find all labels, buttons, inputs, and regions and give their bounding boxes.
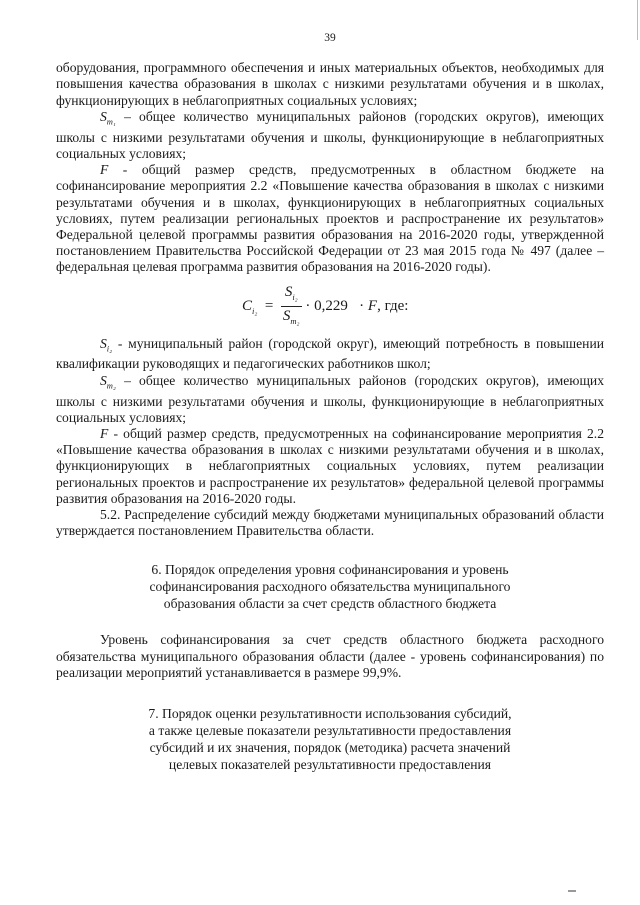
symbol-sub: m₁ — [106, 116, 116, 127]
section-7-heading — [56, 705, 604, 773]
paragraph-5-2: 5.2. Распределение субсидий между бюджетами муниципальных образований области утверждается постановлением Правительства области. — [56, 507, 604, 539]
heading-line: 7. Порядок оценки результативности использования субсидий, — [148, 706, 512, 722]
scan-mark — [568, 890, 576, 892]
formula-numerator: S — [284, 283, 293, 300]
formula-denominator: S — [282, 307, 291, 324]
formula-lhs-sub: i₂ — [252, 305, 258, 316]
page-number: 39 — [324, 32, 336, 44]
definition-text: - муниципальный район (городской округ), имеющий потребность в повышении квалификации руководящих и педагогических работников школ; — [56, 335, 604, 372]
symbol-sub: m₂ — [106, 380, 116, 391]
heading-line: образования области за счет средств областного бюджета — [163, 596, 497, 612]
formula — [56, 284, 604, 324]
formula-numerator-sub: i₂ — [292, 291, 298, 302]
heading-line: субсидий и их значения, порядок (методика) расчета значений — [149, 740, 511, 756]
symbol-s: S — [100, 335, 107, 351]
symbol-f: F — [100, 426, 109, 442]
definition-sm1 — [56, 109, 604, 162]
paragraph-equipment: оборудования, программного обеспечения и иных материальных объектов, необходимых для повышения качества образования в школах с низкими результатами обучения и в школах, функционирующих в неблагоприятных социальных условиях; — [56, 60, 604, 108]
definition-si2 — [56, 336, 604, 373]
definition-text: – общее количество муниципальных районов (городских округов), имеющих школы с низкими результатами обучения и школы, функционирующие в неблагоприятных социальных условиях; — [56, 108, 604, 161]
formula-denominator-sub: m₂ — [290, 315, 300, 326]
formula-equals: = — [264, 297, 274, 314]
definition-text: - общий размер средств, предусмотренных в областном бюджете на софинансирование мероприятия 2.2 «Повышение качества образования в школах с низкими результатами обучения и в школах, функционирующих в неблагоприятных социальных условиях, путем реализации региональных проектов и распространение их результатов» Федеральной целевой программы развития образования на 2016-2020 годы, утвержденной постановлением Правительства Российской Федерации от 23 мая 2015 года № 497 (далее – федеральная целевая программа развития образования на 2016-2020 годы). — [56, 162, 604, 275]
section-6-heading — [56, 561, 604, 612]
definition-text: – общее количество муниципальных районов (городских округов), имеющих школы с низкими результатами обучения и школы, функционирующие в неблагоприятных социальных условиях; — [56, 372, 604, 425]
formula-fraction — [281, 284, 302, 329]
heading-line: софинансирования расходного обязательства муниципального — [149, 579, 511, 595]
symbol-sub: i₂ — [106, 343, 113, 354]
document-page — [56, 30, 604, 793]
heading-line: целевых показателей результативности предоставления — [168, 757, 492, 773]
definition-f1 — [56, 162, 604, 275]
formula-times: · — [359, 297, 365, 314]
heading-line: 6. Порядок определения уровня софинансирования и уровень — [151, 562, 509, 578]
formula-tail: , где: — [377, 297, 409, 314]
symbol-f: F — [100, 162, 109, 178]
symbol-s: S — [100, 108, 107, 124]
definition-sm2 — [56, 373, 604, 426]
symbol-s: S — [100, 372, 107, 388]
scan-edge — [637, 0, 638, 40]
formula-coefficient: · 0,229 — [305, 297, 348, 314]
formula-f: F — [367, 297, 378, 314]
paragraph-section-6: Уровень софинансирования за счет средств областного бюджета расходного обязательства муниципального образования области (далее - уровень софинансирования) по реализации мероприятий устанавливается в размере 99,9%. — [56, 632, 604, 680]
heading-line: а также целевые показатели результативности предоставления — [148, 723, 512, 739]
formula-lhs: C — [242, 297, 253, 314]
definition-f2 — [56, 426, 604, 507]
definition-text: - общий размер средств, предусмотренных на софинансирование мероприятия 2.2 «Повышение качества образования в школах с низкими результатами обучения и в школах, функционирующих в неблагоприятных социальных условиях, путем реализации региональных проектов и распространение их результатов» федеральной целевой программы развития образования на 2016-2020 годы. — [56, 426, 604, 506]
